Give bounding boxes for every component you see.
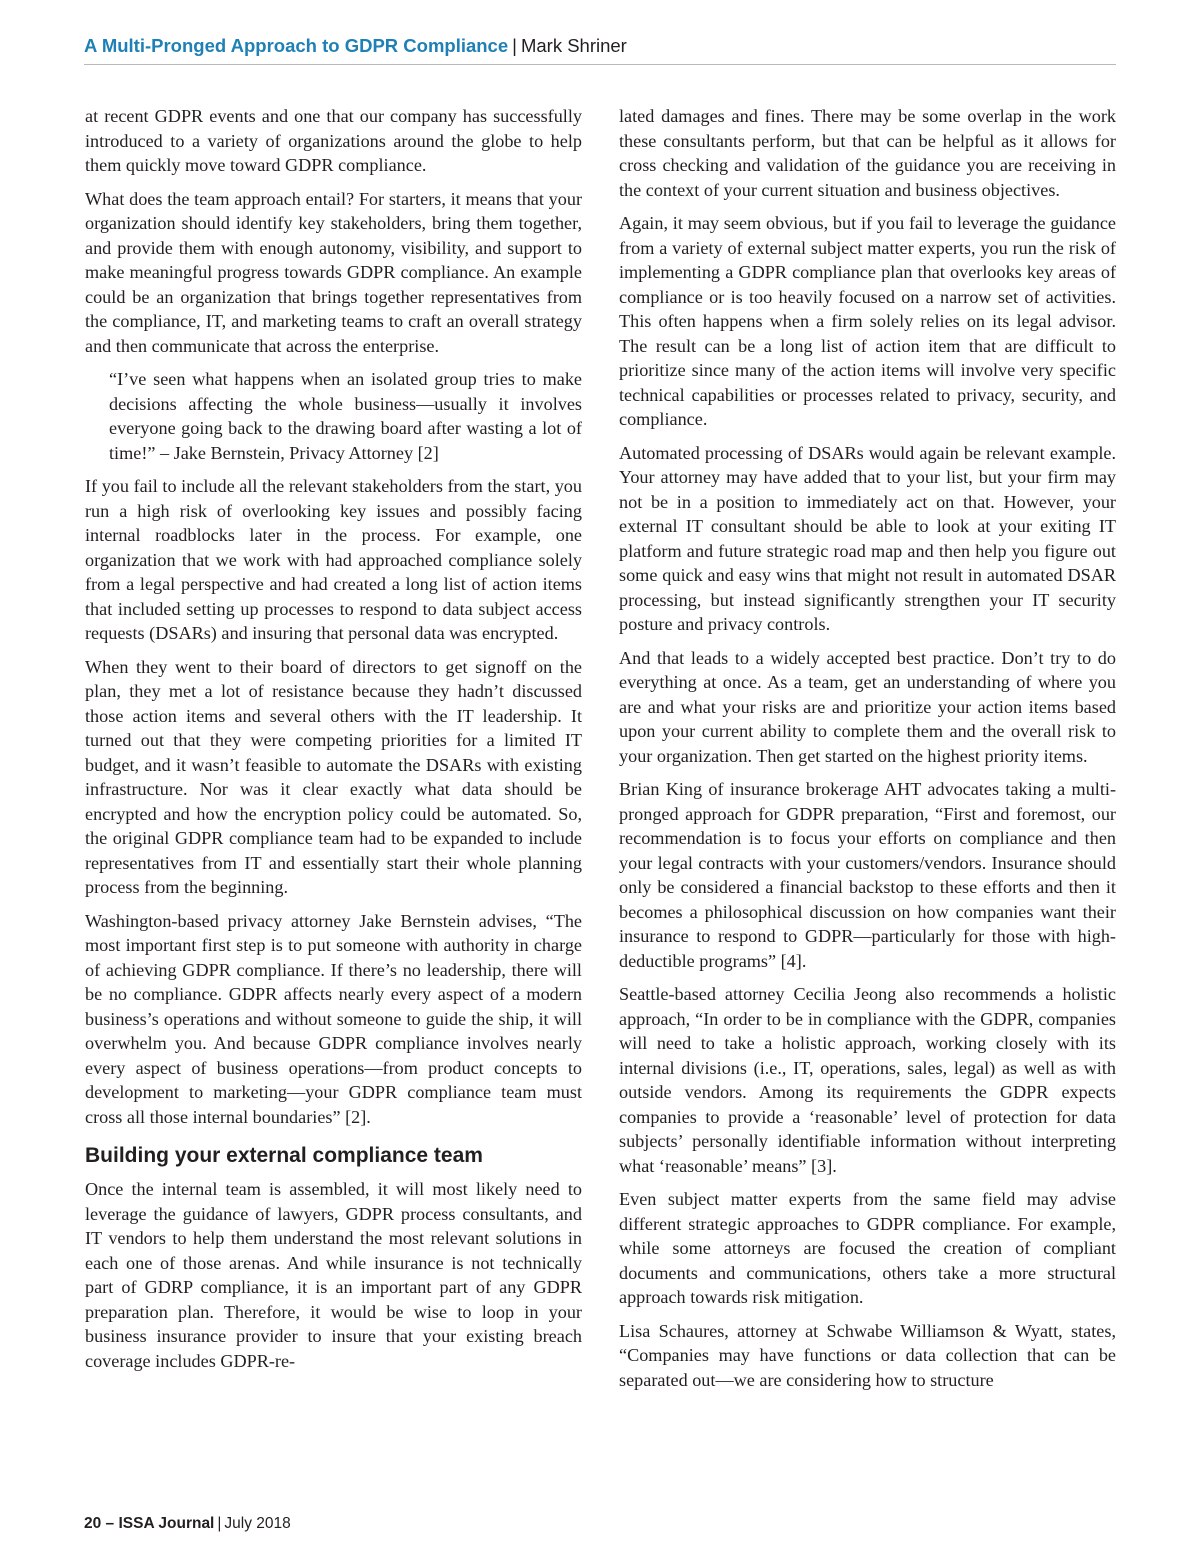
paragraph: Once the internal team is assembled, it will most likely need to leverage the guidance of lawyers, GDPR process consultants, and IT vendors to help them understand the most relevant solutions in each one of those arenas. And while insurance is not technically part of GDRP compliance, it is an important part of any GDPR preparation plan. Therefore, it would be wise to loop in your business insurance provider to insure that your existing breach coverage includes GDPR-re- bbox=[85, 1179, 582, 1371]
paragraph: Brian King of insurance brokerage AHT advocates taking a multi-pronged approach for GDPR preparation, “First and foremost, our recommendation is to focus your efforts on compliance and then your legal contracts with your customers/vendors. Insurance should only be considered a financial backstop to these efforts and then it becomes a philosophical discussion on how companies want their insurance to respond to GDPR—particularly for those with high-deductible programs” [4]. bbox=[619, 779, 1116, 971]
paragraph: If you fail to include all the relevant stakeholders from the start, you run a high risk of overlooking key issues and possibly facing internal roadblocks later in the process. For example, one organization that we work with had approached compliance solely from a legal perspective and had created a long list of action items that included setting up processes to respond to data subject access requests (DSARs) and insuring that personal data was encrypted. bbox=[85, 476, 582, 643]
paragraph: lated damages and fines. There may be some overlap in the work these consultants perform, but that can be helpful as it allows for cross checking and validation of the guidance you are receiving in the context of your current situation and business objectives. bbox=[619, 106, 1116, 200]
block-quote: “I’ve seen what happens when an isolated group tries to make decisions affecting the whole business—usually it involves everyone going back to the drawing board after wasting a lot of time!” – Jake Bernstein, Privacy Attorney [2] bbox=[109, 369, 582, 463]
paragraph: Even subject matter experts from the same field may advise different strategic approaches to GDPR compliance. For example, while some attorneys are focused the creation of compliant documents and communications, others take a more structural approach towards risk mitigation. bbox=[619, 1189, 1116, 1307]
paragraph: What does the team approach entail? For starters, it means that your organization should identify key stakeholders, bring them together, and provide them with enough autonomy, visibility, and support to make meaningful progress towards GDPR compliance. An example could be an organization that brings together representatives from the compliance, IT, and marketing teams to craft an overall strategy and then communicate that across the enterprise. bbox=[85, 188, 582, 356]
paragraph: Washington-based privacy attorney Jake Bernstein advises, “The most important first step is to put someone with authority in charge of achieving GDPR compliance. If there’s no leadership, there will be no compliance. GDPR affects nearly every aspect of a modern business’s operations and without someone to guide the ship, it will overwhelm you. And because GDPR compliance involves nearly every aspect of business operations—from product concepts to development to marketing—your GDPR compliance team must cross all those internal boundaries” [2]. bbox=[85, 910, 582, 1127]
page-number-label: 20 – ISSA Journal bbox=[84, 1515, 215, 1532]
paragraph: Automated processing of DSARs would again be relevant example. Your attorney may have added that to your list, but your firm may not be in a position to immediately act on that. However, your external IT consultant should be able to look at your exiting IT platform and future strategic road map and then help you figure out some quick and easy wins that might not result in automated DSAR processing, but instead significantly strengthen your IT security posture and privacy controls. bbox=[619, 442, 1116, 634]
footer-separator: | bbox=[217, 1515, 222, 1532]
paragraph: Lisa Schaures, attorney at Schwabe Williamson & Wyatt, states, “Companies may have functions or data collection that can be separated out—we are considering how to structure bbox=[619, 1320, 1116, 1390]
right-column bbox=[619, 104, 1116, 1401]
left-column bbox=[85, 104, 582, 1382]
paragraph: When they went to their board of directors to get signoff on the plan, they met a lot of resistance because they hadn’t discussed those action items and several others with the IT leadership. It turned out that they were competing priorities for a limited IT budget, and it wasn’t feasible to automate the DSARs with existing infrastructure. Nor was it clear exactly what data should be encrypted and how the encryption policy could be automated. So, the original GDPR compliance team had to be expanded to include representatives from IT and essentially start their whole planning process from the beginning. bbox=[85, 656, 582, 897]
paragraph: And that leads to a widely accepted best practice. Don’t try to do everything at once. As a team, get an understanding of where you are and what your risks are and prioritize your action items based upon your current ability to complete them and the overall risk to your organization. Then get started on the highest priority items. bbox=[619, 647, 1116, 766]
issue-date: July 2018 bbox=[224, 1515, 291, 1532]
running-header bbox=[84, 34, 1116, 65]
paragraph: at recent GDPR events and one that our company has successfully introduced to a variety of organizations around the globe to help them quickly move toward GDPR compliance. bbox=[85, 106, 582, 175]
section-heading: Building your external compliance team bbox=[85, 1144, 483, 1167]
article-title: A Multi-Pronged Approach to GDPR Compliance bbox=[84, 35, 509, 56]
article-author: Mark Shriner bbox=[520, 35, 627, 56]
paragraph: Again, it may seem obvious, but if you fail to leverage the guidance from a variety of external subject matter experts, you run the risk of implementing a GDPR compliance plan that overlooks key areas of compliance or is too heavily focused on a narrow set of activities. This often happens when a firm solely relies on its legal advisor. The result can be a long list of action item that are difficult to prioritize since many of the action items will involve very specific technical capabilities or processes related to privacy, security, and compliance. bbox=[619, 213, 1116, 429]
header-separator: | bbox=[512, 35, 517, 56]
paragraph: Seattle-based attorney Cecilia Jeong also recommends a holistic approach, “In order to be in compliance with the GDPR, companies will need to take a holistic approach, working closely with its internal divisions (i.e., IT, operations, sales, legal) as well as with outside vendors. Among its requirements the GDPR expects companies to provide a ‘reasonable’ level of protection for data subjects’ personally identifiable information without interpreting what ‘reasonable’ means” [3]. bbox=[619, 984, 1116, 1176]
page-footer bbox=[84, 1514, 291, 1534]
